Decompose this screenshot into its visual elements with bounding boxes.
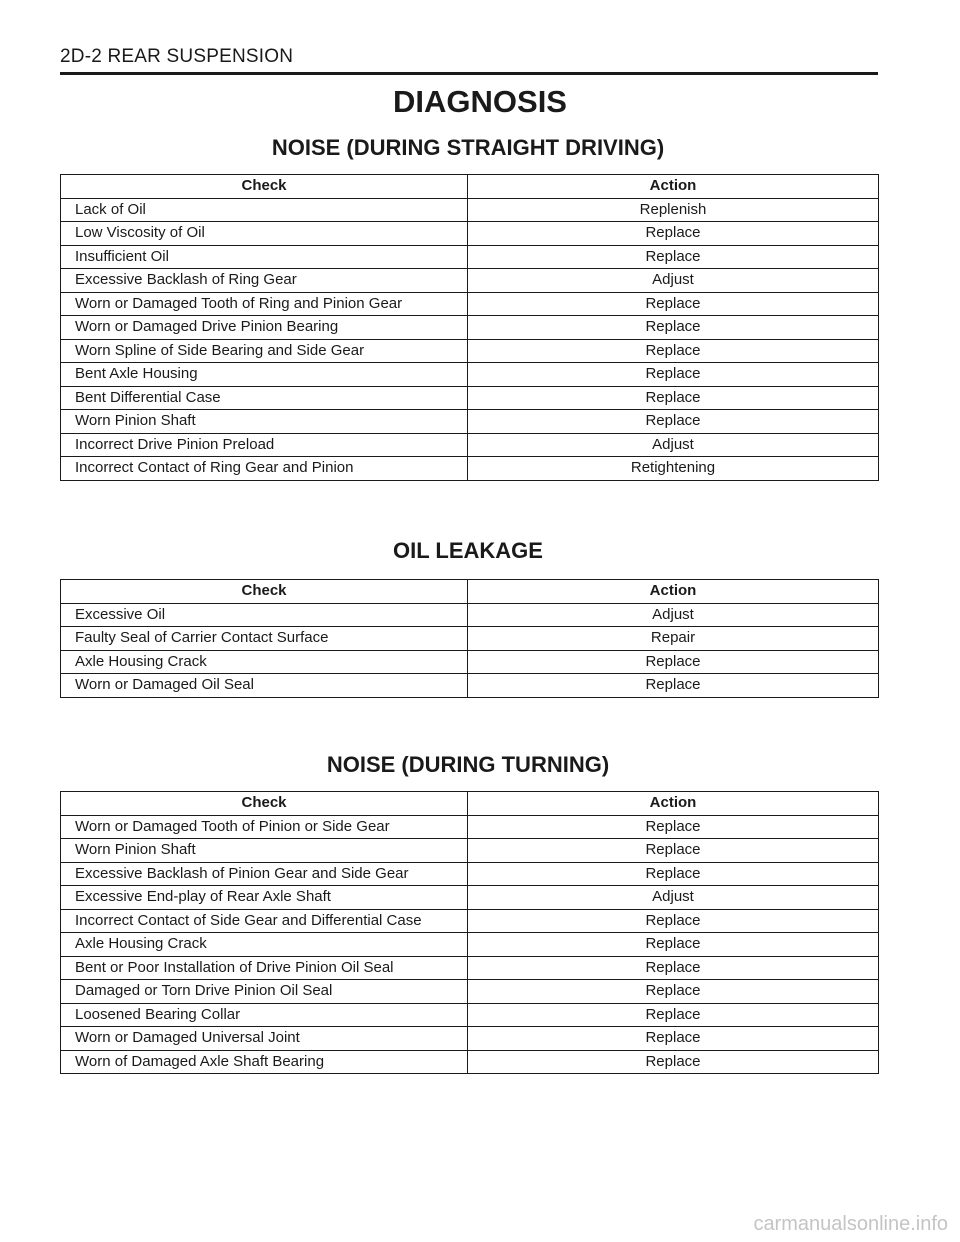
check-cell: Worn or Damaged Oil Seal [61, 674, 468, 698]
table-header-row [61, 792, 879, 816]
section-heading-turning: NOISE (DURING TURNING) [326, 752, 610, 777]
column-header-check: Check [61, 175, 468, 199]
check-cell: Excessive Backlash of Ring Gear [61, 269, 468, 293]
check-cell: Bent or Poor Installation of Drive Pinion Oil Seal [61, 956, 468, 980]
column-header-action: Action [468, 792, 879, 816]
table-row [61, 222, 879, 246]
action-cell: Replace [468, 1003, 879, 1027]
check-cell: Worn or Damaged Universal Joint [61, 1027, 468, 1051]
table-row [61, 603, 879, 627]
check-cell: Worn Spline of Side Bearing and Side Gear [61, 339, 468, 363]
table-row [61, 650, 879, 674]
table-row [61, 433, 879, 457]
action-cell: Replace [468, 292, 879, 316]
table-row [61, 839, 879, 863]
table-row [61, 316, 879, 340]
check-cell: Worn or Damaged Tooth of Pinion or Side Gear [61, 815, 468, 839]
table-row [61, 198, 879, 222]
check-cell: Low Viscosity of Oil [61, 222, 468, 246]
action-cell: Replace [468, 363, 879, 387]
action-cell: Adjust [468, 433, 879, 457]
table-row [61, 909, 879, 933]
check-cell: Incorrect Drive Pinion Preload [61, 433, 468, 457]
table-row [61, 457, 879, 481]
action-cell: Retightening [468, 457, 879, 481]
action-cell: Replace [468, 222, 879, 246]
table-row [61, 1050, 879, 1074]
table-row [61, 269, 879, 293]
column-header-check: Check [61, 580, 468, 604]
table-row [61, 1027, 879, 1051]
action-cell: Replace [468, 815, 879, 839]
action-cell: Replace [468, 674, 879, 698]
check-cell: Faulty Seal of Carrier Contact Surface [61, 627, 468, 651]
action-cell: Replenish [468, 198, 879, 222]
action-cell: Replace [468, 1050, 879, 1074]
table-row [61, 674, 879, 698]
check-cell: Axle Housing Crack [61, 650, 468, 674]
table-row [61, 956, 879, 980]
check-cell: Worn of Damaged Axle Shaft Bearing [61, 1050, 468, 1074]
table-row [61, 363, 879, 387]
check-cell: Axle Housing Crack [61, 933, 468, 957]
check-cell: Worn or Damaged Drive Pinion Bearing [61, 316, 468, 340]
check-cell: Excessive Backlash of Pinion Gear and Side Gear [61, 862, 468, 886]
table-turning [60, 791, 879, 1074]
check-cell: Worn or Damaged Tooth of Ring and Pinion Gear [61, 292, 468, 316]
table-oil-leakage [60, 579, 879, 698]
section-heading-straight-driving: NOISE (DURING STRAIGHT DRIVING) [271, 135, 665, 160]
check-cell: Worn Pinion Shaft [61, 410, 468, 434]
page-title: DIAGNOSIS [393, 84, 567, 119]
action-cell: Adjust [468, 603, 879, 627]
action-cell: Repair [468, 627, 879, 651]
action-cell: Adjust [468, 269, 879, 293]
check-cell: Worn Pinion Shaft [61, 839, 468, 863]
section-heading-oil-leakage: OIL LEAKAGE [393, 538, 543, 563]
check-cell: Loosened Bearing Collar [61, 1003, 468, 1027]
action-cell: Replace [468, 650, 879, 674]
action-cell: Replace [468, 386, 879, 410]
section-name: REAR SUSPENSION [107, 46, 294, 67]
table-header-row [61, 175, 879, 199]
table-row [61, 339, 879, 363]
check-cell: Incorrect Contact of Side Gear and Differential Case [61, 909, 468, 933]
action-cell: Replace [468, 956, 879, 980]
action-cell: Replace [468, 862, 879, 886]
action-cell: Replace [468, 410, 879, 434]
table-row [61, 886, 879, 910]
table-row [61, 933, 879, 957]
action-cell: Replace [468, 909, 879, 933]
column-header-action: Action [468, 175, 879, 199]
table-row [61, 1003, 879, 1027]
action-cell: Replace [468, 245, 879, 269]
table-row [61, 245, 879, 269]
header-rule [60, 72, 878, 75]
watermark: carmanualsonline.info [753, 1213, 948, 1235]
check-cell: Excessive Oil [61, 603, 468, 627]
action-cell: Replace [468, 1027, 879, 1051]
table-header-row [61, 580, 879, 604]
table-row [61, 980, 879, 1004]
action-cell: Replace [468, 839, 879, 863]
check-cell: Lack of Oil [61, 198, 468, 222]
check-cell: Bent Axle Housing [61, 363, 468, 387]
check-cell: Insufficient Oil [61, 245, 468, 269]
check-cell: Bent Differential Case [61, 386, 468, 410]
check-cell: Excessive End-play of Rear Axle Shaft [61, 886, 468, 910]
table-row [61, 410, 879, 434]
action-cell: Adjust [468, 886, 879, 910]
table-row [61, 292, 879, 316]
table-row [61, 815, 879, 839]
column-header-check: Check [61, 792, 468, 816]
action-cell: Replace [468, 980, 879, 1004]
table-row [61, 627, 879, 651]
table-row [61, 862, 879, 886]
table-straight-driving [60, 174, 879, 481]
action-cell: Replace [468, 339, 879, 363]
page-number: 2D-2 [60, 46, 102, 67]
action-cell: Replace [468, 316, 879, 340]
column-header-action: Action [468, 580, 879, 604]
page-header [60, 46, 293, 68]
table-row [61, 386, 879, 410]
check-cell: Incorrect Contact of Ring Gear and Pinion [61, 457, 468, 481]
check-cell: Damaged or Torn Drive Pinion Oil Seal [61, 980, 468, 1004]
action-cell: Replace [468, 933, 879, 957]
